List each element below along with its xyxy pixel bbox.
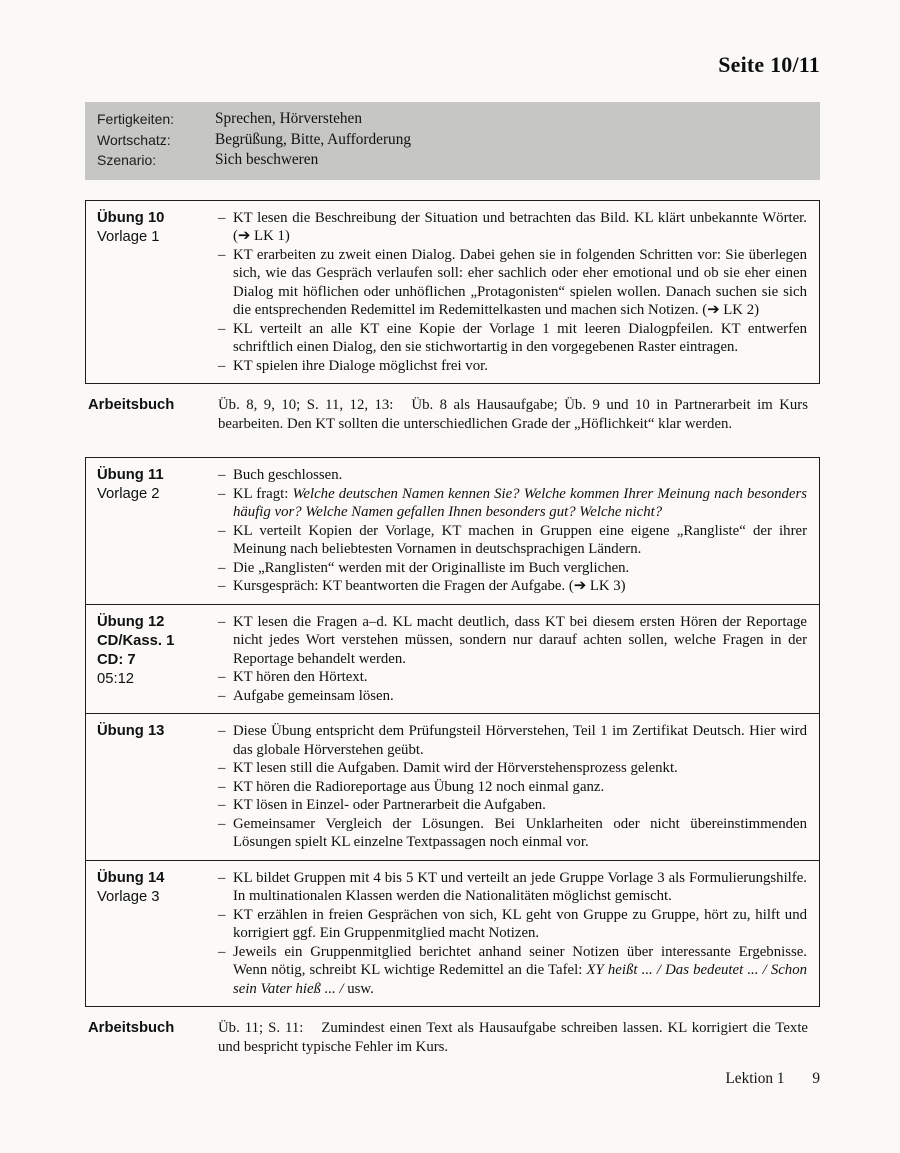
instruction-item	[218, 778, 807, 797]
meta-value: Sich beschweren	[215, 151, 319, 168]
bullet-dash: –	[218, 869, 226, 886]
page-footer	[85, 1070, 820, 1088]
meta-label: Fertigkeiten:	[97, 111, 175, 127]
arbeitsbuch-label: Arbeitsbuch	[88, 397, 175, 413]
text-segment: KL verteilt Kopien der Vorlage, KT machen in Gruppen eine eigene „Rangliste“ der ihrer Meinung nach beliebtesten Vornamen in deutschsprachigen Ländern.	[233, 522, 807, 557]
bullet-dash: –	[218, 485, 226, 502]
bullet-dash: –	[218, 723, 226, 739]
bullet-dash: –	[218, 209, 226, 226]
instruction-item	[218, 522, 807, 559]
exercise-content	[218, 714, 819, 860]
exercise-box	[85, 457, 820, 1007]
text-segment: KL fragt:	[233, 485, 293, 502]
bullet-dash: –	[218, 797, 226, 813]
exercise-content	[218, 605, 819, 714]
text-segment: KT lesen die Fragen a–d. KL macht deutlich, dass KT bei diesem ersten Hören der Reportage nicht jedes Wort verstehen müssen, sondern nur darauf achten sollen, welche Fragen in der Reportage behandelt werden.	[233, 613, 807, 667]
bullet-dash: –	[218, 559, 226, 576]
bullet-dash: –	[218, 357, 226, 374]
bullet-dash: –	[218, 943, 226, 960]
instruction-item	[218, 869, 807, 906]
text-segment: KL verteilt an alle KT eine Kopie der Vorlage 1 mit leeren Dialogpfeilen. KT entwerfen schriftlich einen Dialog, den sie stichwortartig in den vorgegebenen Raster eintragen.	[233, 320, 807, 355]
arbeitsbuch-row	[85, 1007, 820, 1060]
content-blocks	[85, 200, 820, 1061]
instruction-item	[218, 668, 807, 687]
exercise-content	[218, 861, 819, 1007]
text-segment: Zumindest einen Text als Hausaufgabe schreiben lassen. KL korrigiert die Texte und bespricht typische Fehler im Kurs.	[218, 1020, 808, 1055]
instruction-item	[218, 943, 807, 999]
instruction-item	[218, 559, 807, 578]
exercise-label: Übung 11	[97, 467, 164, 483]
meta-label: Szenario:	[97, 152, 157, 168]
instruction-item	[218, 722, 807, 759]
text-segment: Kursgespräch: KT beantworten die Fragen der Aufgabe. (➔ LK 3)	[233, 578, 626, 594]
text-segment: KT lesen still die Aufgaben. Damit wird der Hörverstehensprozess gelenkt.	[233, 760, 678, 776]
instruction-item	[218, 320, 807, 357]
instruction-item	[218, 815, 807, 852]
bullet-dash: –	[218, 522, 226, 539]
exercise-label-column	[86, 458, 218, 604]
page-number: 9	[812, 1070, 820, 1087]
exercise-box	[85, 200, 820, 385]
text-segment: Diese Übung entspricht dem Prüfungsteil Hörverstehen, Teil 1 im Zertifikat Deutsch. Hier wird das globale Hörverstehen geübt.	[233, 723, 807, 758]
text-segment: KT hören den Hörtext.	[233, 669, 368, 685]
bullet-dash: –	[218, 246, 226, 263]
text-segment: KT lösen in Einzel- oder Partnerarbeit die Aufgaben.	[233, 797, 546, 813]
bullet-dash: –	[218, 578, 226, 594]
exercise-label-column	[86, 605, 218, 714]
text-segment: Gemeinsamer Vergleich der Lösungen. Bei Unklarheiten oder nicht übereinstimmenden Lösungen spielt KL einzelne Textpassagen noch einmal vor.	[233, 815, 807, 850]
text-segment: Aufgabe gemeinsam lösen.	[233, 687, 394, 704]
page-title: Seite 10/11	[718, 52, 820, 77]
exercise-label-column	[86, 861, 218, 1007]
text-segment: KT spielen ihre Dialoge möglichst frei vor.	[233, 357, 488, 374]
bullet-dash: –	[218, 778, 226, 795]
exercise-label-column	[86, 201, 218, 384]
bullet-dash: –	[218, 320, 226, 337]
exercise-label: Vorlage 2	[97, 486, 160, 502]
meta-row-wortschatz	[97, 130, 810, 151]
instruction-item	[218, 577, 807, 596]
exercise-label: Vorlage 3	[97, 888, 160, 905]
instruction-item	[218, 687, 807, 706]
text-segment: Buch geschlossen.	[233, 467, 343, 483]
text-segment: usw.	[343, 980, 374, 997]
bullet-dash: –	[218, 687, 226, 704]
exercise-label: Übung 12	[97, 613, 165, 630]
exercise-label-column	[86, 714, 218, 860]
arbeitsbuch-label: Arbeitsbuch	[88, 1020, 175, 1036]
exercise-row	[86, 458, 819, 604]
instruction-item	[218, 209, 807, 246]
workbook-reference: Üb. 11; S. 11:	[218, 1020, 304, 1036]
exercise-content	[218, 458, 819, 604]
bullet-dash: –	[218, 669, 226, 685]
bullet-dash: –	[218, 815, 226, 832]
instruction-item	[218, 906, 807, 943]
instruction-item	[218, 357, 807, 376]
lesson-label: Lektion 1	[725, 1070, 785, 1087]
meta-label: Wortschatz:	[97, 131, 171, 148]
exercise-content	[218, 201, 819, 384]
bullet-dash: –	[218, 760, 226, 776]
meta-row-fertigkeiten	[97, 109, 810, 130]
exercise-row	[86, 604, 819, 714]
emphasis-text: XY heißt ... / Das bedeutet ... / Schon sein Vater hieß ... /	[233, 962, 807, 997]
instruction-item	[218, 246, 807, 320]
exercise-label: Übung 13	[97, 723, 165, 739]
instruction-item	[218, 485, 807, 522]
exercise-row	[86, 860, 819, 1007]
emphasis-text: Welche deutschen Namen kennen Sie? Welche kommen Ihrer Meinung nach besonders häufig vor? Welche Namen gefallen Ihnen besonders gut? Welche nicht?	[233, 485, 808, 520]
arbeitsbuch-text	[218, 396, 820, 433]
exercise-label: 05:12	[97, 670, 135, 687]
meta-row-szenario	[97, 150, 810, 171]
text-segment: KT lesen die Beschreibung der Situation und betrachten das Bild. KL klärt unbekannte Wörter. (➔ LK 1)	[233, 209, 807, 244]
text-segment: KT hören die Radioreportage aus Übung 12 noch einmal ganz.	[233, 778, 605, 795]
instruction-item	[218, 466, 807, 485]
meta-value: Begrüßung, Bitte, Aufforderung	[215, 130, 411, 148]
text-segment: Die „Ranglisten“ werden mit der Originalliste im Buch verglichen.	[233, 559, 630, 576]
meta-value: Sprechen, Hörverstehen	[215, 110, 362, 127]
exercise-label: Übung 14	[97, 869, 165, 886]
exercise-label: CD: 7	[97, 651, 136, 668]
bullet-dash: –	[218, 906, 226, 923]
text-segment: Jeweils ein Gruppenmitglied berichtet anhand seiner Notizen über interessante Ergebnisse. Wenn nötig, schreibt KL wichtige Redemittel an die Tafel:	[233, 943, 807, 978]
arbeitsbuch-row	[85, 384, 820, 437]
exercise-label: Übung 10	[97, 209, 165, 226]
exercise-label: CD/Kass. 1	[97, 632, 175, 649]
instruction-item	[218, 796, 807, 815]
arbeitsbuch-text	[218, 1019, 820, 1056]
exercise-row	[86, 713, 819, 860]
instruction-item	[218, 613, 807, 669]
exercise-row	[86, 201, 819, 384]
text-segment: Üb. 8 als Hausaufgabe; Üb. 9 und 10 in Partnerarbeit im Kurs bearbeiten. Den KT sollten die unterschiedlichen Grade der „Höflichkeit“ klar werden.	[218, 397, 808, 432]
bullet-dash: –	[218, 467, 226, 483]
text-segment: KT erzählen in freien Gesprächen von sich, KL geht von Gruppe zu Gruppe, hört zu, hilft und korrigiert ggf. Ein Gruppenmitglied macht Notizen.	[233, 906, 807, 941]
instruction-item	[218, 759, 807, 778]
text-segment: KT erarbeiten zu zweit einen Dialog. Dabei gehen sie in folgenden Schritten vor: Sie überlegen sich, wie das Gespräch verlaufen soll: eher sachlich oder eher emotional und ob sie eher einen Dialog mit höflichen oder unhöflichen „Protagonisten“ spielen wollen. Danach suchen sie sich die entsprechenden Redemittel im Redemittelkasten und machen sich Notizen. (➔ LK 2)	[233, 246, 807, 318]
text-segment: KL bildet Gruppen mit 4 bis 5 KT und verteilt an jede Gruppe Vorlage 3 als Formulierungshilfe. In multinationalen Klassen werden die Nationalitäten möglichst gemischt.	[233, 869, 807, 904]
bullet-dash: –	[218, 613, 226, 630]
meta-box	[85, 102, 820, 180]
exercise-label: Vorlage 1	[97, 228, 160, 245]
workbook-reference: Üb. 8, 9, 10; S. 11, 12, 13:	[218, 397, 394, 413]
